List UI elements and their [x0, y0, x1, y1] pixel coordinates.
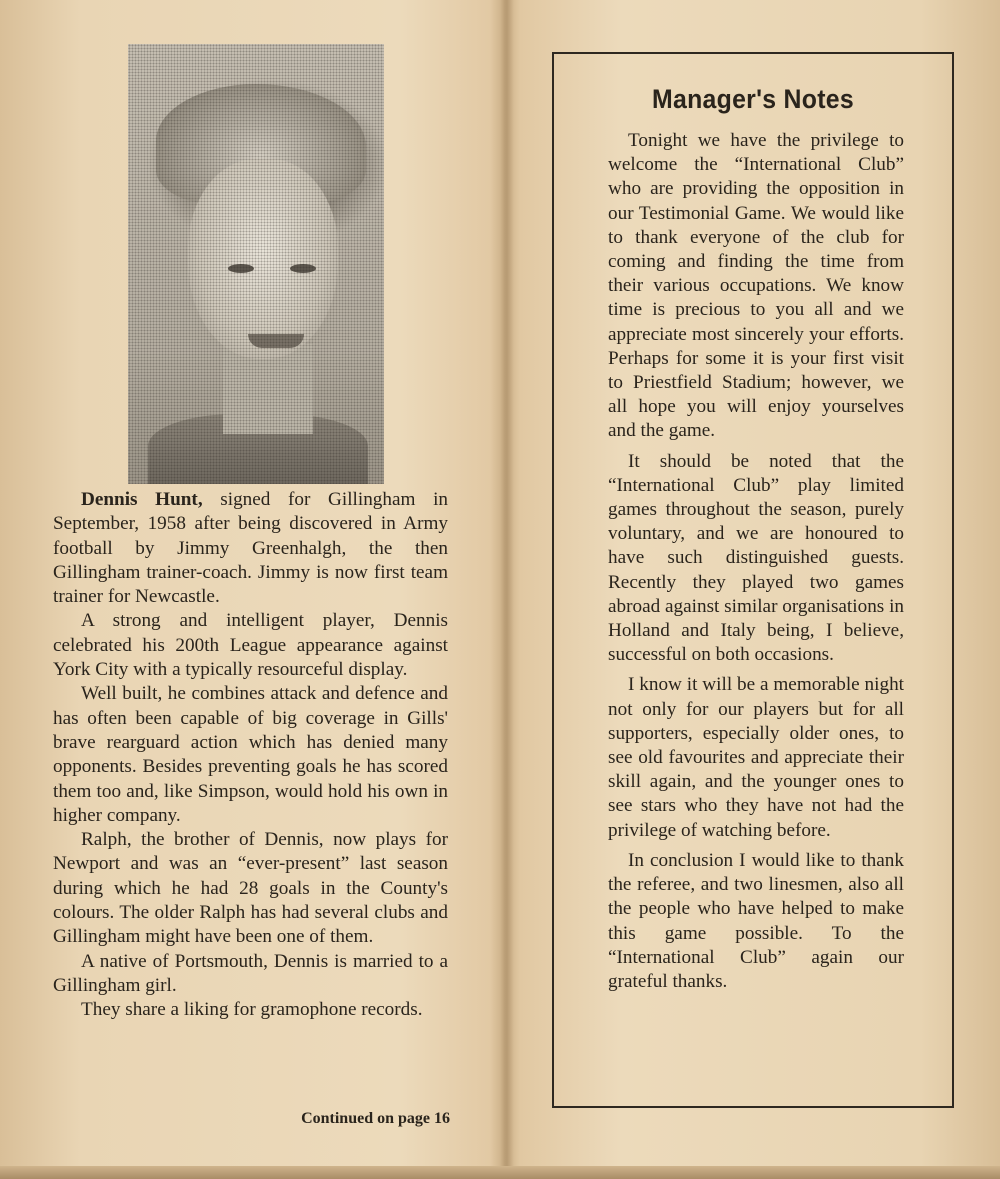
managers-notes-box	[552, 52, 954, 1108]
managers-notes-title: Manager's Notes	[652, 84, 854, 114]
player-portrait-photo	[128, 44, 384, 484]
notes-paragraph-1: Tonight we have the privilege to welcome the “International Club” who are providing the opposition in our Testimonial Game. We would like to thank everyone of the club for coming and finding the time from their various occupations. We know time is precious to you all and we appreciate most sincerely your efforts. Perhaps for some it is your first visit to Priestfield Stadium; however, we all hope you will enjoy yourselves and the game.	[608, 130, 904, 442]
bio-paragraph-1-text: signed for Gillingham in September, 1958 after being discovered in Army football by Jimmy Greenhalgh, the then Gillingham trainer-coach. Jimmy is now first team trainer for Newcastle.	[53, 489, 449, 608]
notes-paragraph-4: In conclusion I would like to thank the referee, and two linesmen, also all the people who have helped to make this game possible. To the “International Club” again our grateful thanks.	[608, 849, 904, 992]
photo-hair-shape	[156, 84, 366, 204]
bio-paragraph-2: A strong and intelligent player, Dennis celebrated his 200th League appearance against York City with a typically resourceful display.	[53, 610, 448, 681]
bio-player-name: Dennis Hunt,	[81, 489, 203, 510]
bio-paragraph-3: Well built, he combines attack and defence and has often been capable of big coverage in Gills' brave rearguard action which has denied many opponents. Besides preventing goals he has scored them too and, like Simpson, would hold his own in higher company.	[53, 683, 448, 826]
photo-mouth	[248, 334, 304, 348]
bio-paragraph-1	[53, 488, 448, 609]
player-biography	[53, 488, 448, 1023]
bio-paragraph-4: Ralph, the brother of Dennis, now plays for Newport and was an “ever-present” last season during which he had 28 goals in the County's colours. The older Ralph has had several clubs and Gillingham might have been one of them.	[53, 829, 448, 948]
bio-paragraph-6: They share a liking for gramophone records.	[81, 999, 423, 1021]
bio-paragraph-5: A native of Portsmouth, Dennis is married to a Gillingham girl.	[53, 950, 448, 996]
photo-neck-shape	[223, 344, 313, 434]
continued-note: Continued on page 16	[301, 1110, 450, 1127]
photo-right-eye	[290, 264, 316, 273]
photo-left-eye	[228, 264, 254, 273]
photo-collar-shape	[148, 414, 368, 484]
managers-notes-body	[608, 129, 904, 1000]
photo-face-shape	[188, 159, 338, 359]
notes-paragraph-3: I know it will be a memorable night not only for our players but for all supporters, especially older ones, to see old favourites and appreciate their skill again, and the younger ones to see stars who they have not had the privilege of watching before.	[608, 674, 904, 841]
notes-paragraph-2: It should be noted that the “International Club” play limited games throughout the season, purely voluntary, and we are honoured to have such distinguished guests. Recently they played two games abroad against similar organisations in Holland and Italy being, I believe, successful on both occasions.	[608, 450, 904, 666]
page-bottom-edge	[0, 1166, 1000, 1179]
